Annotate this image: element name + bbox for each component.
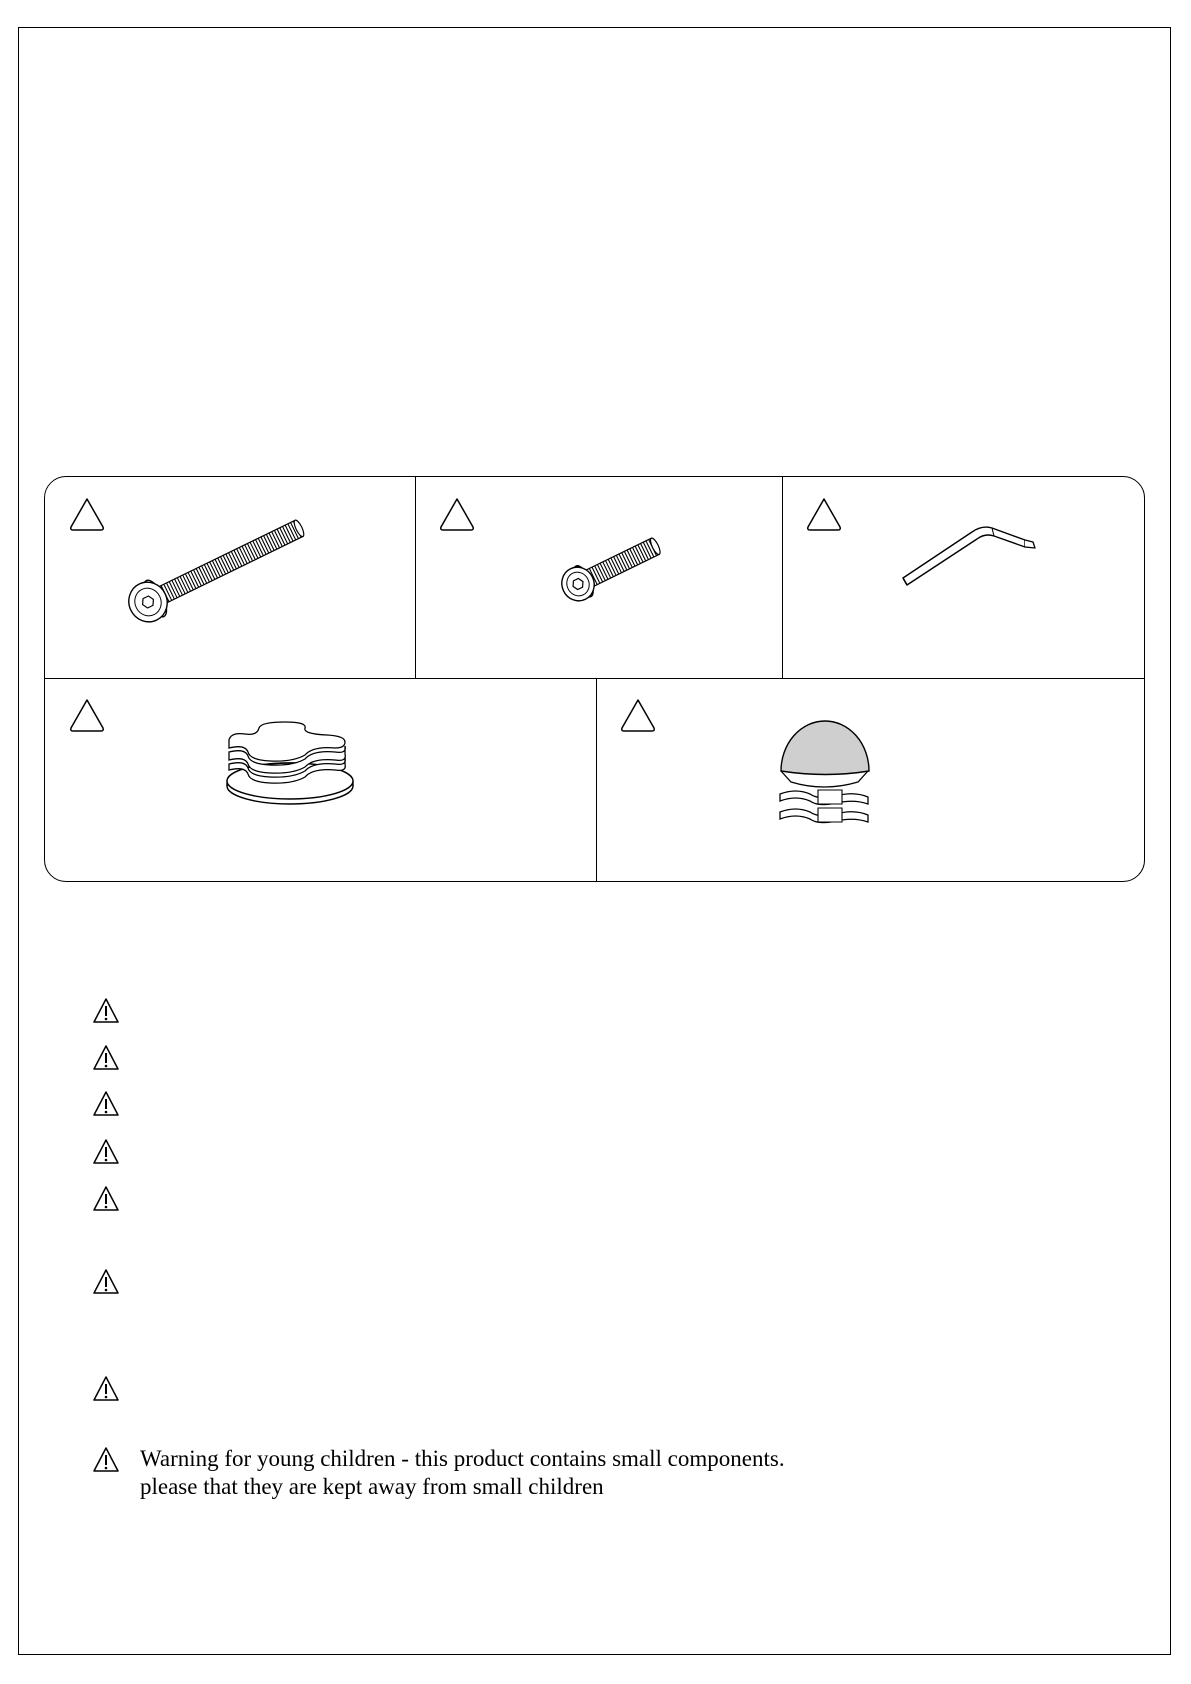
allen-key-icon [782,477,1145,678]
part-cell-allen-key [782,477,1145,678]
round-insert-plug-icon [45,678,596,882]
warning-triangle-icon [92,1090,122,1118]
warning-triangle-icon [92,1268,122,1296]
warning-triangle-icon [92,1044,122,1072]
part-cell-round-insert [45,678,596,882]
part-cell-dome-cap [596,678,1145,882]
warning-triangle-icon [92,997,122,1025]
long-bolt-icon [45,477,415,678]
warning-triangle-icon [92,1185,122,1213]
warning-triangle-icon [92,1375,122,1403]
child-warning-line-1: Warning for young children - this product contains small components. [140,1446,785,1471]
child-warning-line-2: please that they are kept away from small children [140,1474,604,1499]
part-cell-long-bolt [45,477,415,678]
child-warning-text [140,1445,785,1501]
part-cell-short-bolt [415,477,782,678]
short-bolt-icon [415,477,782,678]
dome-cap-insert-icon [596,678,1145,882]
warning-triangle-icon [92,1138,122,1166]
parts-list-box [44,476,1145,882]
warning-triangle-icon [92,1446,122,1474]
